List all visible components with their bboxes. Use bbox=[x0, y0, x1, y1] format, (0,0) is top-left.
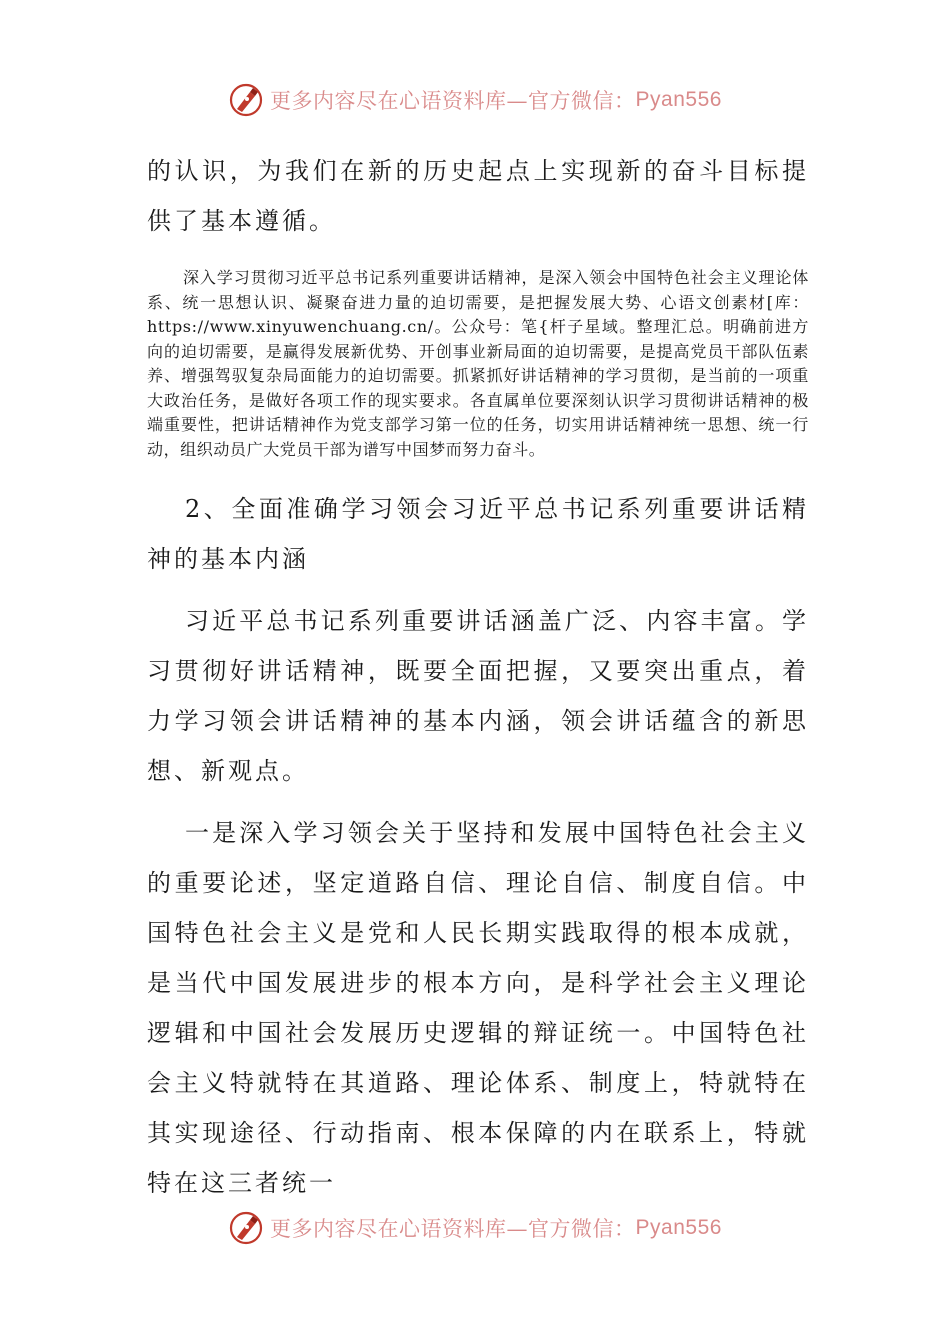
paragraph-small-print: 深入学习贯彻习近平总书记系列重要讲话精神，是深入领会中国特色社会主义理论体系、统一思想认识、凝聚奋进力量的迫切需要，是把握发展大势、心语文创素材[库：https://www.xinyuwenchuang.cn/。公众号：笔{杆子星域。整理汇总。明确前进方向的迫切需要，是赢得发展新优势、开创事业新局面的迫切需要，是提高党员干部队伍素养、增强驾驭复杂局面能力的迫切需要。抓紧抓好讲话精神的学习贯彻，是当前的一项重大政治任务，是做好各项工作的现实要求。各直属单位要深刻认识学习贯彻讲话精神的极端重要性，把讲话精神作为党支部学习第一位的任务，切实用讲话精神统一思想、统一行动，组织动员广大党员干部为谱写中国梦而努力奋斗。 bbox=[147, 268, 809, 459]
footer-banner-wechat-id: Pyan556 bbox=[635, 1216, 722, 1239]
paragraph-intro: 习近平总书记系列重要讲话涵盖广泛、内容丰富。学习贯彻好讲话精神，既要全面把握，又要突出重点，着力学习领会讲话精神的基本内涵，领会讲话蕴含的新思想、新观点。 bbox=[147, 607, 809, 785]
footer-banner-text: 更多内容尽在心语资料库—官方微信： bbox=[270, 1217, 636, 1241]
footer-banner bbox=[0, 1208, 950, 1248]
section-heading-2: 2、全面准确学习领会习近平总书记系列重要讲话精神的基本内涵 bbox=[147, 495, 809, 573]
pen-nib-logo-icon bbox=[228, 82, 264, 118]
header-banner-wechat-id: Pyan556 bbox=[635, 88, 722, 111]
document-body bbox=[147, 146, 809, 1208]
header-banner-text: 更多内容尽在心语资料库—官方微信： bbox=[270, 89, 636, 113]
pen-nib-logo-icon bbox=[228, 1210, 264, 1246]
paragraph-point-one: 一是深入学习领会关于坚持和发展中国特色社会主义的重要论述，坚定道路自信、理论自信、制度自信。中国特色社会主义是党和人民长期实践取得的根本成就，是当代中国发展进步的根本方向，是科学社会主义理论逻辑和中国社会发展历史逻辑的辩证统一。中国特色社会主义特就特在其道路、理论体系、制度上，特就特在其实现途径、行动指南、根本保障的内在联系上，特就特在这三者统一 bbox=[147, 819, 809, 1197]
header-banner bbox=[0, 80, 950, 120]
paragraph-continuation: 的认识，为我们在新的历史起点上实现新的奋斗目标提供了基本遵循。 bbox=[147, 157, 809, 235]
